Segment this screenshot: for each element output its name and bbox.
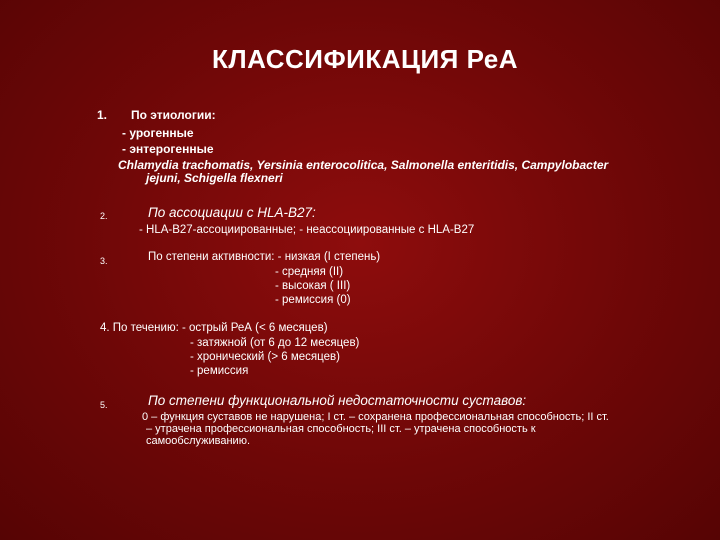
section-1-number: 1.	[97, 108, 108, 122]
section-4-line-2: - хронический (> 6 месяцев)	[190, 351, 340, 363]
section-3-line-2: - высокая ( III)	[275, 280, 351, 292]
section-5-number: 5.	[100, 400, 108, 410]
section-3-heading: По степени активности: - низкая (I степень)	[148, 251, 381, 263]
section-3-number: 3.	[100, 256, 108, 266]
section-2-number: 2.	[100, 211, 108, 221]
section-3-line-3: - ремиссия (0)	[275, 294, 351, 306]
section-2-heading: По ассоциации с HLA-B27:	[148, 205, 316, 220]
section-1-line-1: - урогенные	[122, 126, 194, 140]
section-1-pathogens-line-1: Chlamydia trachomatis, Yersinia enterocolitica, Salmonella enteritidis, Campylobacter	[118, 158, 609, 172]
section-1-line-2: - энтерогенные	[122, 142, 214, 156]
section-1-pathogens-line-2: jejuni, Schigella flexneri	[146, 171, 283, 185]
section-5-heading: По степени функциональной недостаточности суставов:	[148, 393, 527, 408]
section-1-heading: По этиологии:	[131, 108, 216, 122]
section-3-line-1: - средняя (II)	[275, 266, 344, 278]
section-5-line-2: – утрачена профессиональная способность; III ст. – утрачена способность к	[146, 423, 536, 435]
slide-title: КЛАССИФИКАЦИЯ РеА	[212, 44, 519, 74]
section-2-line-1: - HLA-B27-ассоциированные; - неассоциированные с HLA-B27	[139, 224, 475, 236]
section-5-line-1: 0 – функция суставов не нарушена; I ст. – сохранена профессиональная способность; II ст.	[142, 411, 609, 423]
section-4-line-1: - затяжной (от 6 до 12 месяцев)	[190, 337, 360, 349]
section-4-line-3: - ремиссия	[190, 365, 249, 377]
section-5-line-3: самообслуживанию.	[146, 435, 251, 447]
section-4-heading: 4. По течению: - острый РеА (< 6 месяцев)	[100, 322, 328, 334]
